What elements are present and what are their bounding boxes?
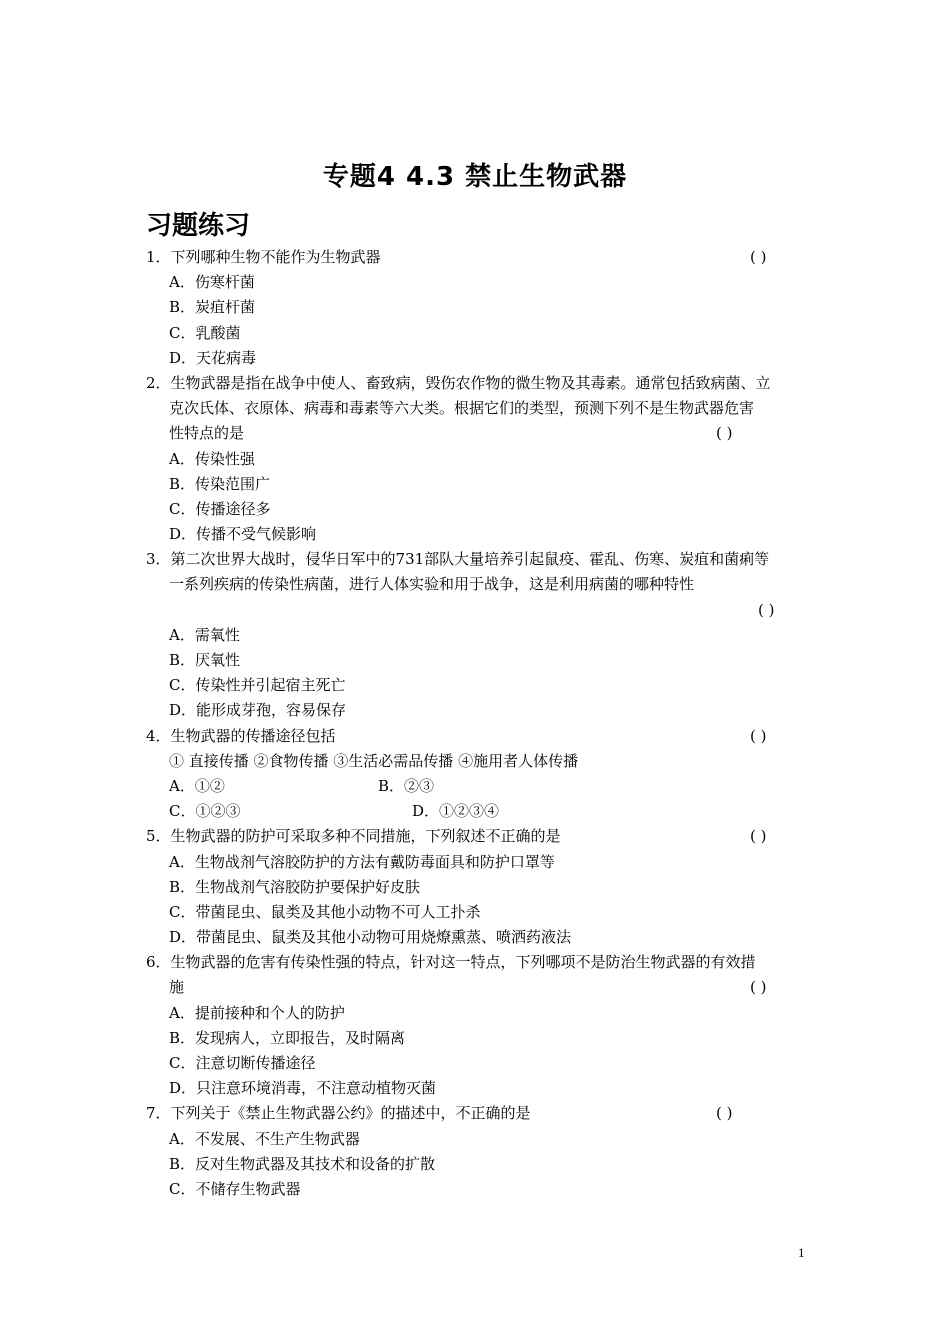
answer-blank: ( ) [716, 1104, 733, 1123]
question-3-line-2: 一系列疾病的传染性病菌，进行人体实验和用于战争，这是利用病菌的哪种特性 [169, 575, 695, 594]
question-2-line-2: 克次氏体、衣原体、病毒和毒素等六大类。根据它们的类型，预测下列不是生物武器危害 [169, 399, 755, 418]
question-3-blank-line [146, 598, 808, 623]
option: B．传染范围广 [169, 474, 271, 493]
option: D．①②③④ [412, 802, 500, 821]
option: A．伤寒杆菌 [169, 273, 255, 292]
option: C．不储存生物武器 [169, 1179, 301, 1198]
option: D．带菌昆虫、鼠类及其他小动物可用烧燎熏蒸、喷洒药液法 [169, 928, 572, 947]
option: B．炭疽杆菌 [169, 298, 256, 317]
page-title: 专题4 4.3 禁止生物武器 [322, 162, 628, 192]
option: C．传染性并引起宿主死亡 [169, 676, 346, 695]
option: B．②③ [378, 776, 435, 795]
option: C．传播途径多 [169, 499, 271, 518]
question-4-text: 4．生物武器的传播途径包括 [146, 726, 336, 745]
answer-blank: ( ) [750, 726, 767, 745]
option: B．生物战剂气溶胶防护要保护好皮肤 [169, 877, 421, 896]
option: B．发现病人，立即报告，及时隔离 [169, 1028, 406, 1047]
question-5 [146, 824, 808, 849]
option: A．提前接种和个人的防护 [169, 1003, 345, 1022]
page-number: 1 [798, 1245, 805, 1260]
option: D．只注意环境消毒，不注意动植物灭菌 [169, 1079, 437, 1098]
option: C．①②③ [169, 802, 241, 821]
option: D．天花病毒 [169, 348, 257, 367]
question-5-text: 5．生物武器的防护可采取多种不同措施，下列叙述不正确的是 [146, 827, 561, 846]
question-4 [146, 724, 808, 749]
option: C．注意切断传播途径 [169, 1054, 316, 1072]
option: B．反对生物武器及其技术和设备的扩散 [169, 1154, 436, 1173]
question-7 [146, 1101, 808, 1126]
option: A．需氧性 [169, 625, 240, 644]
question-2-line-1: 2．生物武器是指在战争中使人、畜致病，毁伤农作物的微生物及其毒素。通常包括致病菌、立 [146, 373, 771, 392]
option: C．乳酸菌 [169, 323, 241, 342]
answer-blank: ( ) [716, 424, 733, 443]
option: A．不发展、不生产生物武器 [169, 1129, 360, 1148]
question-3-line-1: 3．第二次世界大战时，侵华日军中的731部队大量培养引起鼠疫、霍乱、伤寒、炭疽和菌痢等 [146, 550, 770, 569]
question-4-items: ① 直接传播 ②食物传播 ③生活必需品传播 ④施用者人体传播 [169, 751, 579, 770]
section-heading: 习题练习 [146, 211, 251, 241]
option: A．生物战剂气溶胶防护的方法有戴防毒面具和防护口罩等 [169, 852, 555, 871]
option-row [146, 774, 808, 799]
answer-blank: ( ) [750, 248, 767, 266]
option: A．①② [169, 776, 225, 795]
option: A．传染性强 [169, 449, 255, 468]
option: C．带菌昆虫、鼠类及其他小动物不可人工扑杀 [169, 902, 481, 921]
answer-blank: ( ) [750, 978, 767, 997]
option-row [146, 799, 808, 824]
question-2-line-3: 性特点的是 ( ) [146, 421, 808, 446]
answer-blank: ( ) [750, 827, 767, 846]
answer-blank: ( ) [758, 600, 775, 619]
option: D．能形成芽孢，容易保存 [169, 701, 347, 720]
question-6-line-2: 施 ( ) [146, 975, 808, 1000]
question-7-text: 7．下列关于《禁止生物武器公约》的描述中，不正确的是 [146, 1104, 531, 1123]
option: B．厌氧性 [169, 651, 241, 669]
question-1-text: 1．下列哪种生物不能作为生物武器 [146, 248, 381, 266]
question-1 [146, 245, 808, 270]
question-6-line-1: 6．生物武器的危害有传染性强的特点，针对这一特点，下列哪项不是防治生物武器的有效措 [146, 953, 756, 972]
option: D．传播不受气候影响 [169, 525, 317, 544]
question-list [146, 245, 808, 1202]
